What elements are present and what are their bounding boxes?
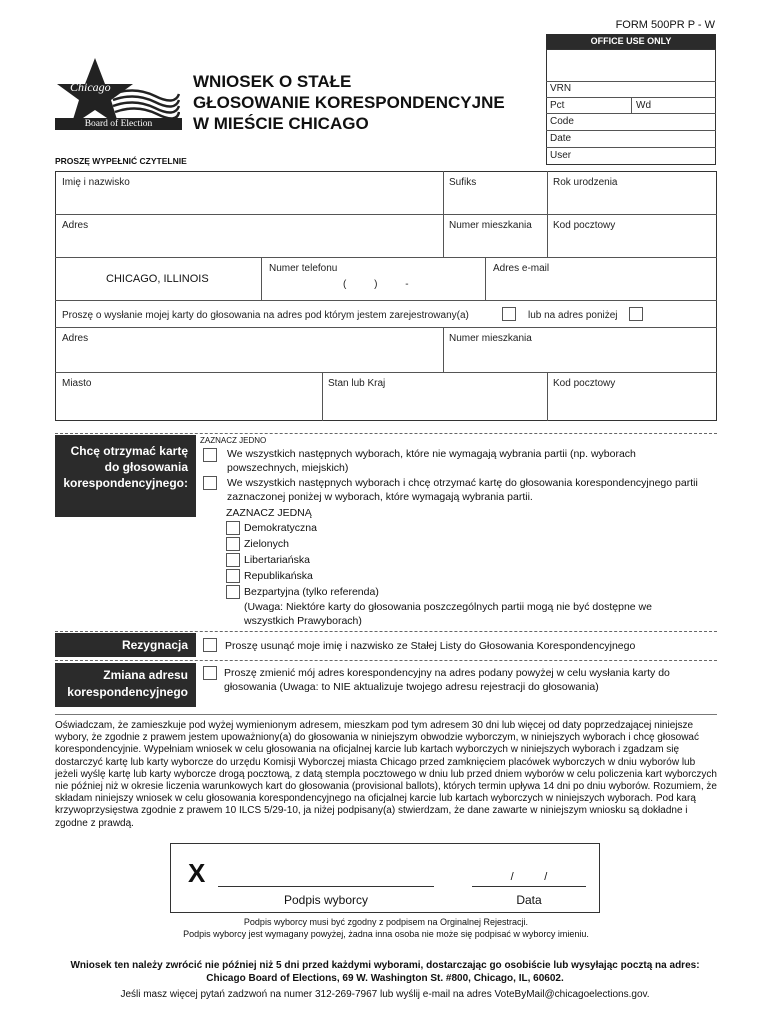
name-field[interactable] bbox=[57, 190, 441, 212]
party-nonpartisan-label: Bezpartyjna (tylko referenda) bbox=[244, 586, 379, 598]
birth-year-label: Rok urodzenia bbox=[553, 177, 618, 188]
state-label: Stan lub Kraj bbox=[328, 378, 386, 389]
title-line1: WNIOSEK O STAŁE bbox=[193, 72, 352, 91]
option-partisan-text: We wszystkich następnych wyborach i chcę otrzymać kartę do głosowania korespondencyjnego partii zaznaczonej poniżej w wyborach, które wymagają wybrania partii. bbox=[227, 477, 698, 503]
registered-address-checkbox[interactable] bbox=[502, 307, 516, 321]
state-field[interactable] bbox=[324, 392, 545, 419]
select-party-label: ZAZNACZ JEDNĄ bbox=[226, 507, 312, 519]
party-nonpartisan-checkbox[interactable] bbox=[226, 585, 240, 599]
footer-address: Chicago Board of Elections, 69 W. Washington St. #800, Chicago, IL, 60602. bbox=[206, 973, 564, 984]
form-title bbox=[193, 71, 505, 134]
office-pct: Pct bbox=[550, 100, 565, 111]
birth-year-field[interactable] bbox=[549, 190, 715, 212]
section-cancel-header: Rezygnacja bbox=[55, 633, 196, 657]
suffix-label: Sufiks bbox=[449, 177, 477, 188]
city-field[interactable] bbox=[57, 392, 320, 419]
signature-x-mark: X bbox=[188, 858, 206, 888]
party-green-checkbox[interactable] bbox=[226, 537, 240, 551]
apt2-field[interactable] bbox=[445, 346, 715, 370]
party-libertarian-checkbox[interactable] bbox=[226, 553, 240, 567]
zip-field[interactable] bbox=[549, 233, 715, 255]
apt-label: Numer mieszkania bbox=[449, 220, 532, 231]
logo-city: Chicago bbox=[70, 80, 111, 94]
zip2-label: Kod pocztowy bbox=[553, 378, 616, 389]
form-id: FORM 500PR P - W bbox=[615, 19, 715, 31]
footer-contact: Jeśli masz więcej pytań zadzwoń na numer 312-269-7967 lub wyślij e-mail na adres VoteByMail@chicagoelections.gov. bbox=[120, 989, 650, 1000]
option-nonpartisan-text: We wszystkich następnych wyborach, które nie wymagają wybrania partii (np. wyborach powszechnych, miejskich) bbox=[227, 448, 636, 474]
office-user: User bbox=[550, 150, 572, 161]
apt-field[interactable] bbox=[445, 233, 545, 255]
address-field[interactable] bbox=[57, 233, 441, 255]
office-vrn: VRN bbox=[550, 83, 572, 94]
party-libertarian-label: Libertariańska bbox=[244, 554, 310, 566]
party-republican-label: Republikańska bbox=[244, 570, 313, 582]
address2-field[interactable] bbox=[57, 346, 441, 370]
address-change-checkbox[interactable] bbox=[203, 666, 217, 680]
office-use-header: OFFICE USE ONLY bbox=[546, 34, 716, 49]
party-democratic-checkbox[interactable] bbox=[226, 521, 240, 535]
city-state-fixed: CHICAGO, ILLINOIS bbox=[106, 273, 209, 285]
print-notice: PROSZĘ WYPEŁNIĆ CZYTELNIE bbox=[55, 156, 187, 166]
date-label: Data bbox=[516, 893, 542, 907]
party-note: (Uwaga: Niektóre karty do głosowania poszczególnych partii mogą nie być dostępne we wszystkich Prawyborach) bbox=[244, 601, 652, 627]
signature-note-2: Podpis wyborcy jest wymagany powyżej, żadna inna osoba nie może się podpisać w wyborcy imieniu. bbox=[183, 929, 589, 939]
suffix-field[interactable] bbox=[445, 190, 545, 212]
title-line3: W MIEŚCIE CHICAGO bbox=[193, 114, 369, 133]
address-label: Adres bbox=[62, 220, 89, 231]
option-nonpartisan-checkbox[interactable] bbox=[203, 448, 217, 462]
office-wd: Wd bbox=[636, 100, 651, 111]
address-change-text: Proszę zmienić mój adres korespondencyjny na adres podany powyżej w celu wysłania karty do głosowania (Uwaga: to NIE aktualizuje twojego adresu rejestracji do głosowania) bbox=[224, 667, 670, 693]
party-democratic-label: Demokratyczna bbox=[244, 522, 317, 534]
logo-board: Board of Election Commissioners bbox=[55, 118, 182, 130]
zip-label: Kod pocztowy bbox=[553, 220, 616, 231]
mail-pref-label-b: lub na adres poniżej bbox=[528, 310, 618, 321]
signature-label: Podpis wyborcy bbox=[283, 893, 369, 907]
cancel-text: Proszę usunąć moje imię i nazwisko ze Stałej Listy do Głosowania Korespondencyjnego bbox=[225, 640, 636, 652]
apt2-label: Numer mieszkania bbox=[449, 333, 532, 344]
party-republican-checkbox[interactable] bbox=[226, 569, 240, 583]
zip2-field[interactable] bbox=[549, 392, 715, 419]
signature-note-1: Podpis wyborcy musi być zgodny z podpisem na Orginalnej Rejestracji. bbox=[243, 917, 529, 927]
name-label: Imię i nazwisko bbox=[62, 177, 130, 188]
office-date: Date bbox=[550, 133, 572, 144]
declaration-text: Oświadczam, że zamieszkuje pod wyżej wymienionym adresem, mieszkam pod tym adresem 30 dni lub więcej od daty poprzedzającej niniejsze wybory, że zgodnie z prawem jestem upoważniony(a) do głosowania w niniejszym obwodzie wyborczym, w niniejszych wyborach i chcę głosować korespondencyjnie. Wypełniam wniosek w celu głosowania na oficjalnej karcie lub kartach wyborczych w niniejszych wyborach i zgadzam się dostarczyć kartę lub karty wyborcze do urzędu Komisji Wyborczej miasta Chicago przed zamknięciem placówek wyborczych w dniu wyborów lub jeżeli wyślę kartę lub karty wyborcze drogą pocztową, z datą stempla pocztowego w dniu lub przed dniem wyborów w celu policzenia kart wyborczych nie później niż w okresie liczenia warunkowych kart do głosowania (provisional ballots), których termin upływa 14 dni po dniu wyborów. Rozumiem, że składam niniejszy wniosek w celu głosowania korespondencyjnego na oficjalnej karcie lub kartach wyborczych w niniejszych wyborach. Pod karą krzywoprzysięstwa zgodnie z prawem 10 ILCS 5/29-10, ja niżej podpisany(a) stwierdzam, że dane zawarte w niniejszym wniosku są dokładne i zgodne z prawdą. bbox=[55, 720, 717, 829]
party-green-label: Zielonych bbox=[244, 538, 289, 550]
section-request-header: Chcę otrzymać kartę do głosowania korespondencyjnego: bbox=[55, 435, 196, 517]
phone-label: Numer telefonu bbox=[269, 263, 338, 274]
footer-return-instructions: Wniosek ten należy zwrócić nie później niż 5 dni przed każdymi wyborami, dostarczając go osobiście lub wysyłając pocztą na adres: bbox=[70, 960, 700, 971]
office-code: Code bbox=[550, 116, 574, 127]
phone-field[interactable]: ( ) - bbox=[343, 279, 409, 290]
title-line2: GŁOSOWANIE KORESPONDENCYJNE bbox=[193, 93, 505, 112]
select-one-label: ZAZNACZ JEDNO bbox=[200, 436, 267, 445]
address2-label: Adres bbox=[62, 333, 89, 344]
cancel-checkbox[interactable] bbox=[203, 638, 217, 652]
below-address-checkbox[interactable] bbox=[629, 307, 643, 321]
section-address-change-header: Zmiana adresu korespondencyjnego bbox=[55, 663, 196, 707]
email-label: Adres e-mail bbox=[493, 263, 550, 274]
city-label: Miasto bbox=[62, 378, 92, 389]
option-partisan-checkbox[interactable] bbox=[203, 476, 217, 490]
signature-field[interactable] bbox=[222, 860, 434, 886]
date-field[interactable]: / / bbox=[510, 871, 548, 883]
email-field[interactable] bbox=[487, 276, 715, 298]
mail-pref-label-a: Proszę o wysłanie mojej karty do głosowania na adres pod którym jestem zarejestrowany(a) bbox=[62, 310, 469, 321]
